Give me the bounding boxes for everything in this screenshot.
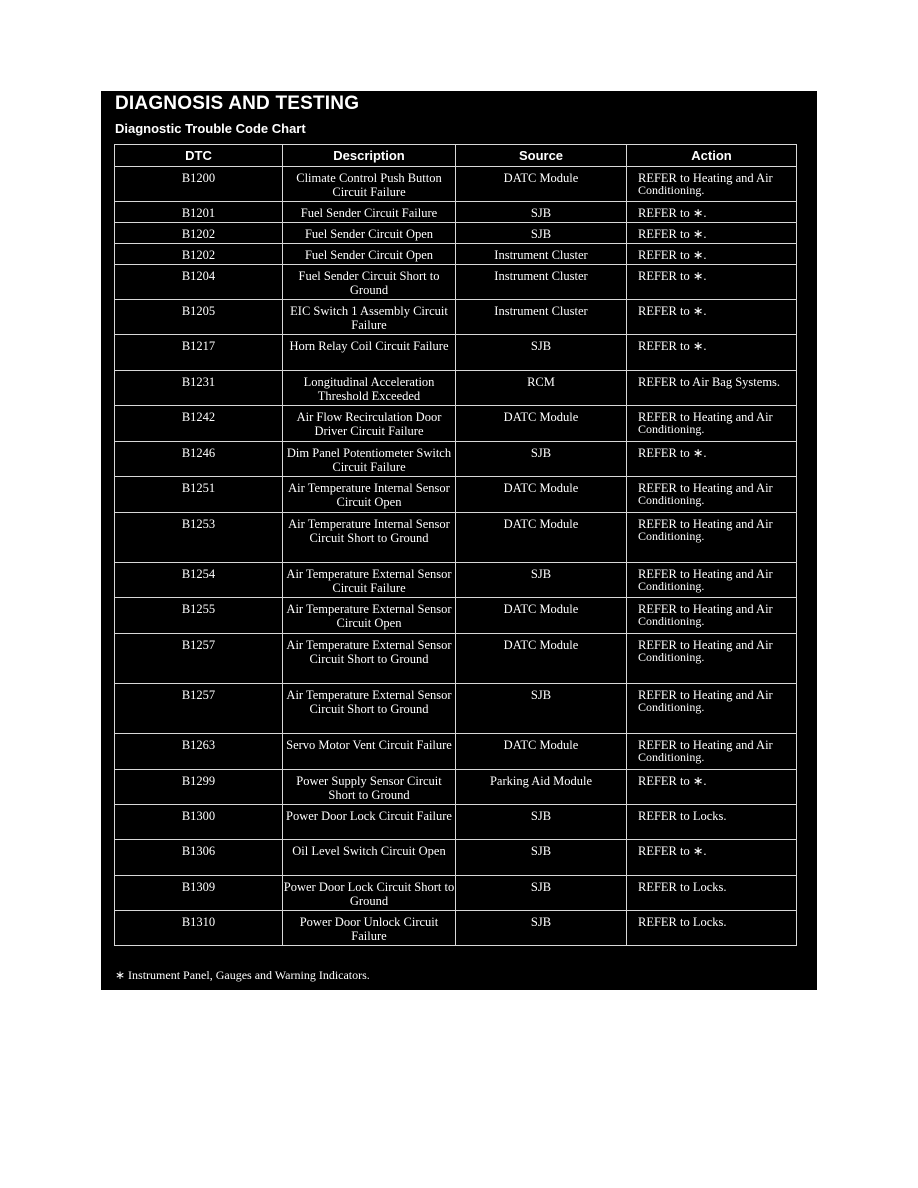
table-row bbox=[115, 840, 797, 876]
cell-action bbox=[627, 911, 797, 946]
action-text: REFER to Heating and Air bbox=[638, 410, 773, 424]
cell-source: DATC Module bbox=[456, 734, 627, 770]
cell-dtc: B1217 bbox=[115, 335, 283, 371]
cell-dtc: B1204 bbox=[115, 265, 283, 300]
table-header-row bbox=[115, 145, 797, 167]
cell-dtc: B1253 bbox=[115, 513, 283, 563]
cell-description: Longitudinal Acceleration Threshold Exceeded bbox=[283, 371, 456, 406]
table-row bbox=[115, 634, 797, 684]
table-row bbox=[115, 598, 797, 634]
action-text: REFER to Heating and Air bbox=[638, 517, 773, 531]
action-text-continued: Conditioning. bbox=[638, 422, 705, 436]
action-text: REFER to Heating and Air bbox=[638, 171, 773, 185]
dtc-table bbox=[114, 144, 797, 946]
cell-dtc: B1202 bbox=[115, 223, 283, 244]
action-text: REFER to Heating and Air bbox=[638, 481, 773, 495]
cell-dtc: B1246 bbox=[115, 442, 283, 477]
cell-action bbox=[627, 684, 797, 734]
cell-dtc: B1263 bbox=[115, 734, 283, 770]
cell-description: Power Door Lock Circuit Short to Ground bbox=[283, 876, 456, 911]
action-text: REFER to Air Bag Systems. bbox=[638, 375, 781, 389]
action-text: REFER to Heating and Air bbox=[638, 638, 773, 652]
cell-dtc: B1306 bbox=[115, 840, 283, 876]
cell-dtc: B1202 bbox=[115, 244, 283, 265]
cell-action bbox=[627, 406, 797, 442]
table-row bbox=[115, 300, 797, 335]
cell-source: SJB bbox=[456, 335, 627, 371]
action-text: REFER to ∗. bbox=[638, 304, 707, 318]
table-row bbox=[115, 442, 797, 477]
cell-source: SJB bbox=[456, 911, 627, 946]
action-text: REFER to ∗. bbox=[638, 269, 707, 283]
cell-action bbox=[627, 477, 797, 513]
cell-action bbox=[627, 563, 797, 598]
action-text: REFER to ∗. bbox=[638, 774, 707, 788]
cell-action bbox=[627, 371, 797, 406]
action-text: REFER to Heating and Air bbox=[638, 688, 773, 702]
header-description: Description bbox=[283, 145, 456, 167]
action-text: REFER to Locks. bbox=[638, 880, 727, 894]
cell-description: Fuel Sender Circuit Short to Ground bbox=[283, 265, 456, 300]
table-row bbox=[115, 223, 797, 244]
action-text-continued: Conditioning. bbox=[638, 579, 705, 593]
cell-source: SJB bbox=[456, 202, 627, 223]
table-row bbox=[115, 406, 797, 442]
cell-action bbox=[627, 598, 797, 634]
table-row bbox=[115, 513, 797, 563]
cell-description: Air Temperature External Sensor Circuit Short to Ground bbox=[283, 684, 456, 734]
cell-action bbox=[627, 840, 797, 876]
cell-action bbox=[627, 805, 797, 840]
action-text: REFER to ∗. bbox=[638, 844, 707, 858]
cell-dtc: B1200 bbox=[115, 167, 283, 202]
cell-dtc: B1254 bbox=[115, 563, 283, 598]
cell-source: Instrument Cluster bbox=[456, 244, 627, 265]
table-row bbox=[115, 684, 797, 734]
cell-action bbox=[627, 265, 797, 300]
cell-dtc: B1251 bbox=[115, 477, 283, 513]
cell-source: SJB bbox=[456, 876, 627, 911]
cell-description: Air Temperature Internal Sensor Circuit Short to Ground bbox=[283, 513, 456, 563]
table-row bbox=[115, 167, 797, 202]
cell-description: Air Temperature External Sensor Circuit Short to Ground bbox=[283, 634, 456, 684]
cell-description: Climate Control Push Button Circuit Failure bbox=[283, 167, 456, 202]
cell-description: Fuel Sender Circuit Open bbox=[283, 244, 456, 265]
table-body bbox=[115, 167, 797, 946]
action-text-continued: Conditioning. bbox=[638, 183, 705, 197]
cell-action bbox=[627, 442, 797, 477]
table-row bbox=[115, 202, 797, 223]
action-text: REFER to ∗. bbox=[638, 446, 707, 460]
cell-action bbox=[627, 167, 797, 202]
cell-source: SJB bbox=[456, 805, 627, 840]
document-panel bbox=[101, 91, 817, 990]
cell-description: Fuel Sender Circuit Open bbox=[283, 223, 456, 244]
cell-source: SJB bbox=[456, 684, 627, 734]
action-text: REFER to ∗. bbox=[638, 248, 707, 262]
table-row bbox=[115, 770, 797, 805]
action-text-continued: Conditioning. bbox=[638, 614, 705, 628]
cell-description: Air Flow Recirculation Door Driver Circuit Failure bbox=[283, 406, 456, 442]
cell-action bbox=[627, 770, 797, 805]
table-row bbox=[115, 563, 797, 598]
cell-action bbox=[627, 223, 797, 244]
table-row bbox=[115, 265, 797, 300]
cell-dtc: B1201 bbox=[115, 202, 283, 223]
cell-source: SJB bbox=[456, 840, 627, 876]
cell-source: SJB bbox=[456, 563, 627, 598]
cell-source: DATC Module bbox=[456, 598, 627, 634]
action-text: REFER to Heating and Air bbox=[638, 738, 773, 752]
action-text: REFER to Heating and Air bbox=[638, 602, 773, 616]
table-row bbox=[115, 805, 797, 840]
action-text: REFER to ∗. bbox=[638, 339, 707, 353]
cell-dtc: B1257 bbox=[115, 684, 283, 734]
cell-action bbox=[627, 335, 797, 371]
cell-action bbox=[627, 876, 797, 911]
cell-description: Air Temperature External Sensor Circuit Open bbox=[283, 598, 456, 634]
action-text-continued: Conditioning. bbox=[638, 650, 705, 664]
action-text-continued: Conditioning. bbox=[638, 750, 705, 764]
cell-description: Power Door Lock Circuit Failure bbox=[283, 805, 456, 840]
cell-source: RCM bbox=[456, 371, 627, 406]
cell-source: SJB bbox=[456, 223, 627, 244]
cell-source: DATC Module bbox=[456, 477, 627, 513]
cell-source: Parking Aid Module bbox=[456, 770, 627, 805]
cell-action bbox=[627, 202, 797, 223]
table-row bbox=[115, 911, 797, 946]
cell-dtc: B1299 bbox=[115, 770, 283, 805]
table-row bbox=[115, 734, 797, 770]
cell-dtc: B1242 bbox=[115, 406, 283, 442]
footnote: ∗ Instrument Panel, Gauges and Warning Indicators. bbox=[115, 968, 370, 982]
action-text: REFER to Locks. bbox=[638, 809, 727, 823]
action-text: REFER to ∗. bbox=[638, 206, 707, 220]
cell-source: Instrument Cluster bbox=[456, 300, 627, 335]
table-row bbox=[115, 876, 797, 911]
cell-dtc: B1310 bbox=[115, 911, 283, 946]
table-row bbox=[115, 244, 797, 265]
cell-dtc: B1255 bbox=[115, 598, 283, 634]
table-row bbox=[115, 335, 797, 371]
cell-source: DATC Module bbox=[456, 406, 627, 442]
cell-source: DATC Module bbox=[456, 634, 627, 684]
action-text: REFER to ∗. bbox=[638, 227, 707, 241]
chart-subtitle: Diagnostic Trouble Code Chart bbox=[115, 121, 306, 136]
cell-source: DATC Module bbox=[456, 513, 627, 563]
cell-action bbox=[627, 300, 797, 335]
header-action: Action bbox=[627, 145, 797, 167]
cell-description: Power Supply Sensor Circuit Short to Ground bbox=[283, 770, 456, 805]
cell-source: SJB bbox=[456, 442, 627, 477]
cell-source: Instrument Cluster bbox=[456, 265, 627, 300]
table-row bbox=[115, 371, 797, 406]
action-text-continued: Conditioning. bbox=[638, 700, 705, 714]
cell-dtc: B1309 bbox=[115, 876, 283, 911]
cell-action bbox=[627, 634, 797, 684]
cell-dtc: B1300 bbox=[115, 805, 283, 840]
cell-action bbox=[627, 734, 797, 770]
cell-description: Air Temperature Internal Sensor Circuit Open bbox=[283, 477, 456, 513]
action-text-continued: Conditioning. bbox=[638, 529, 705, 543]
cell-description: Fuel Sender Circuit Failure bbox=[283, 202, 456, 223]
cell-description: Horn Relay Coil Circuit Failure bbox=[283, 335, 456, 371]
cell-source: DATC Module bbox=[456, 167, 627, 202]
table-row bbox=[115, 477, 797, 513]
cell-description: Air Temperature External Sensor Circuit Failure bbox=[283, 563, 456, 598]
cell-description: Dim Panel Potentiometer Switch Circuit Failure bbox=[283, 442, 456, 477]
cell-dtc: B1205 bbox=[115, 300, 283, 335]
cell-description: EIC Switch 1 Assembly Circuit Failure bbox=[283, 300, 456, 335]
cell-dtc: B1257 bbox=[115, 634, 283, 684]
cell-description: Oil Level Switch Circuit Open bbox=[283, 840, 456, 876]
action-text-continued: Conditioning. bbox=[638, 493, 705, 507]
header-source: Source bbox=[456, 145, 627, 167]
cell-action bbox=[627, 513, 797, 563]
action-text: REFER to Locks. bbox=[638, 915, 727, 929]
header-dtc: DTC bbox=[115, 145, 283, 167]
cell-description: Servo Motor Vent Circuit Failure bbox=[283, 734, 456, 770]
cell-action bbox=[627, 244, 797, 265]
cell-dtc: B1231 bbox=[115, 371, 283, 406]
cell-description: Power Door Unlock Circuit Failure bbox=[283, 911, 456, 946]
page-title: DIAGNOSIS AND TESTING bbox=[115, 93, 360, 114]
action-text: REFER to Heating and Air bbox=[638, 567, 773, 581]
